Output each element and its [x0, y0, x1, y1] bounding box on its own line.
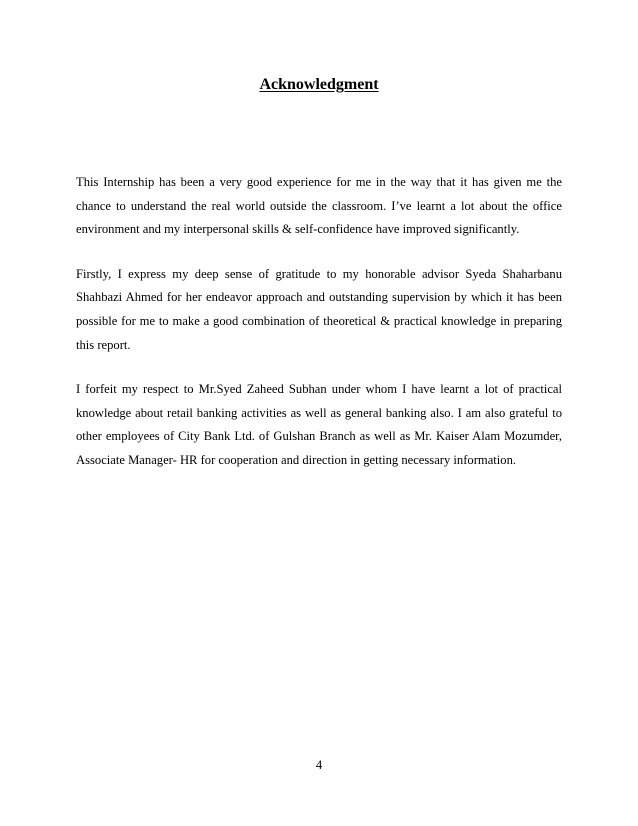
paragraph-gratitude-advisor: Firstly, I express my deep sense of gratitude to my honorable advisor Syeda Shaharbanu Shahbazi Ahmed for her endeavor approach and outstanding supervision by which it has been possible for me to make a good combination of theoretical & practical knowledge in preparing this report.	[76, 266, 562, 352]
paragraph-respect-supervisor: I forfeit my respect to Mr.Syed Zaheed Subhan under whom I have learnt a lot of practical knowledge about retail banking activities as well as general banking also. I am also grateful to other employees of City Bank Ltd. of Gulshan Branch as well as Mr. Kaiser Alam Mozumder, Associate Manager- HR for cooperation and direction in getting necessary information.	[76, 382, 562, 467]
paragraph-internship-experience: This Internship has been a very good experience for me in the way that it has given me the chance to understand the real world outside the classroom. I’ve learnt a lot about the office environment and my interpersonal skills & self-confidence have improved significantly.	[76, 175, 562, 237]
page-title: Acknowledgment	[259, 76, 379, 93]
page-number: 4	[315, 758, 323, 772]
document-body	[76, 171, 562, 494]
